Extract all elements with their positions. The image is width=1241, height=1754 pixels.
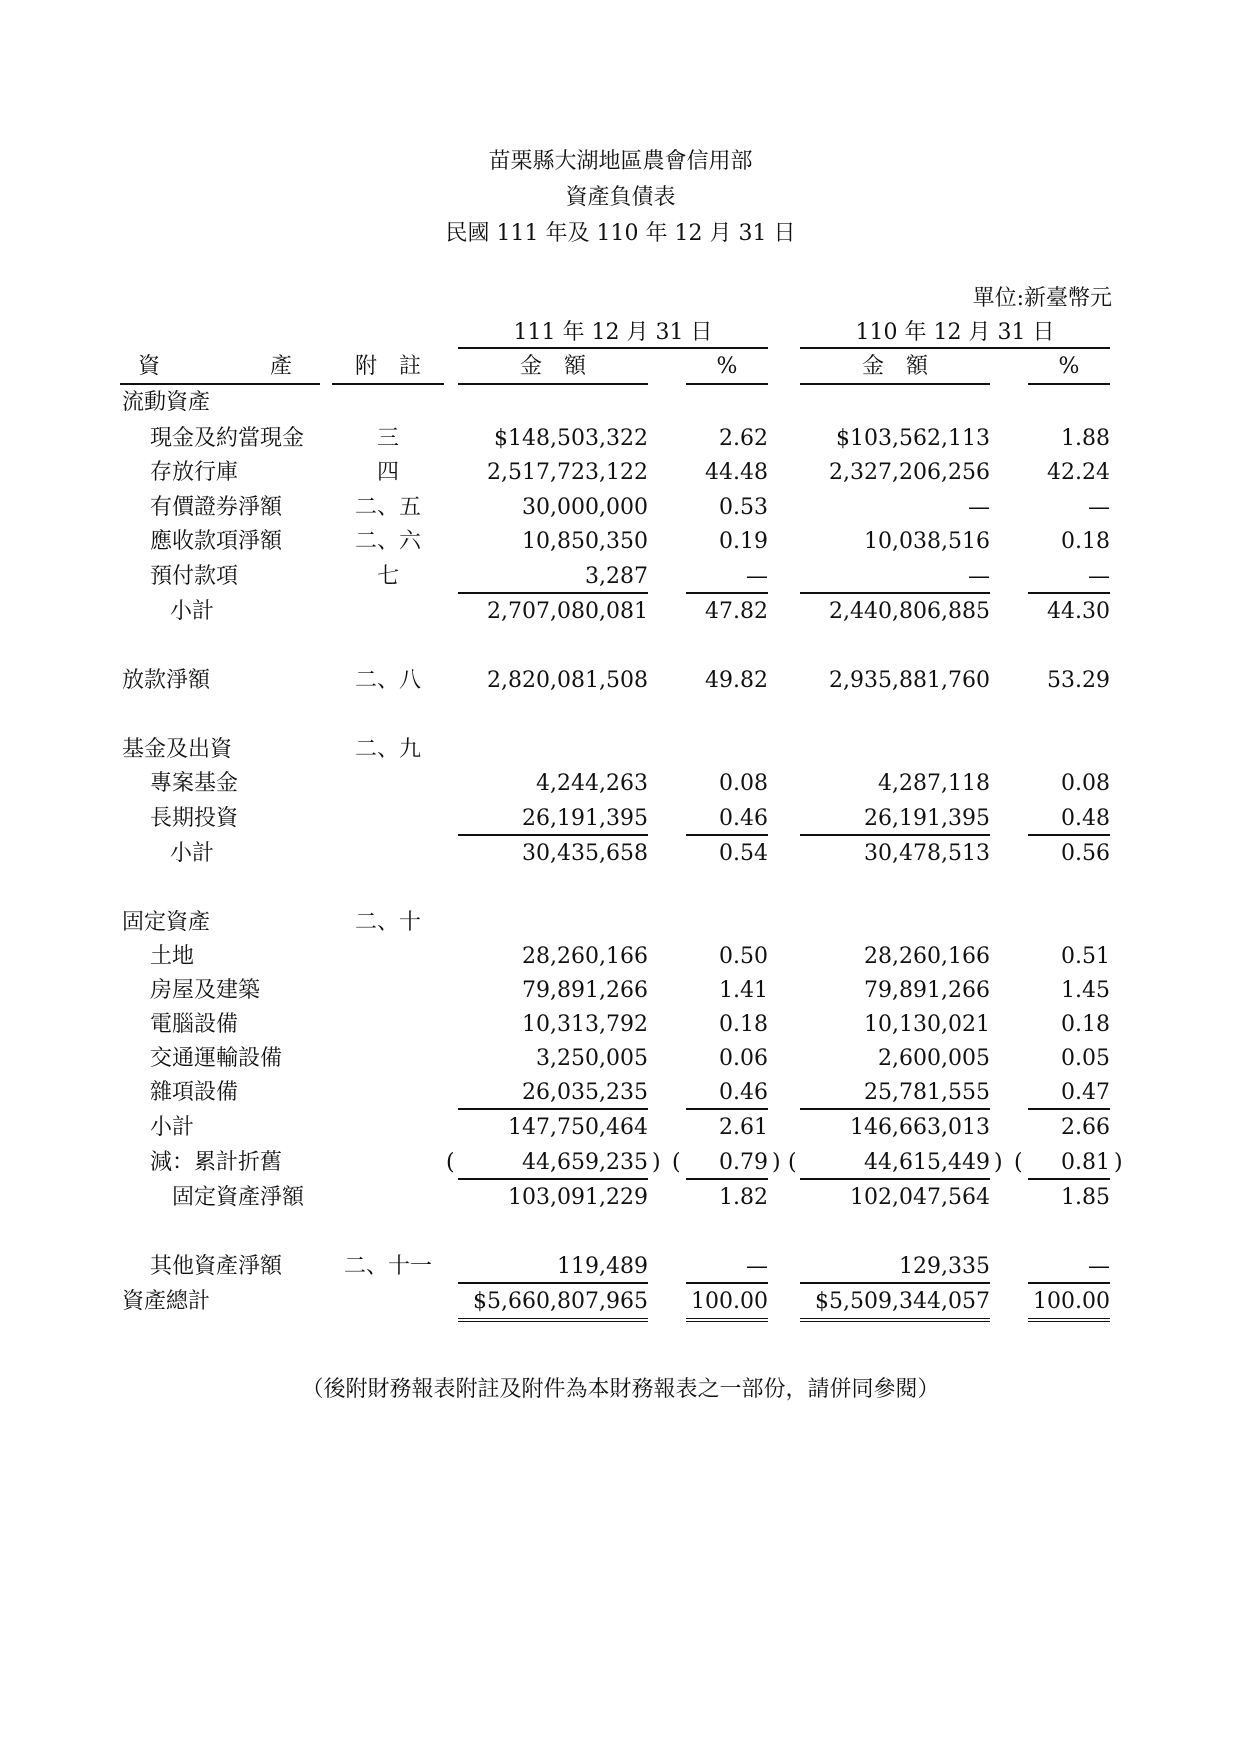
subtotal-rule <box>686 592 768 594</box>
total-assets-label: 資產總計 <box>122 1289 211 1314</box>
row-note: 二、十 <box>354 910 421 935</box>
row-amount-cur: 147,750,464 <box>508 1115 648 1140</box>
row-amount-prev: 2,440,806,885 <box>829 599 990 624</box>
footer-note: （後附財務報表附註及附件為本財務報表之一部份，請併同參閱） <box>301 1377 940 1402</box>
row-pct-prev: 1.88 <box>1061 426 1110 451</box>
row-label: 土地 <box>150 944 195 969</box>
row-label: 減：累計折舊 <box>150 1150 283 1175</box>
row-amount-cur: 3,287 <box>585 564 648 589</box>
row-pct-prev: 1.45 <box>1061 978 1110 1003</box>
col-header-item: 資 產 <box>138 354 293 379</box>
row-pct-prev: 0.47 <box>1061 1080 1110 1105</box>
row-pct-cur: 47.82 <box>705 599 768 624</box>
statement-title: 資產負債表 <box>565 185 676 210</box>
row-label: 固定資產淨額 <box>172 1185 305 1210</box>
row-pct-prev: 53.29 <box>1047 668 1110 693</box>
row-pct-prev: 0.48 <box>1061 806 1110 831</box>
row-amount-prev: 102,047,564 <box>850 1185 990 1210</box>
row-label: 有價證券淨額 <box>150 495 283 520</box>
close-paren: ) <box>994 1150 1003 1175</box>
row-pct-cur: — <box>746 1254 768 1279</box>
row-amount-prev: 2,327,206,256 <box>829 460 990 485</box>
row-label: 雜項設備 <box>150 1080 239 1105</box>
row-pct-prev: — <box>1088 564 1110 589</box>
row-label: 預付款項 <box>150 564 239 589</box>
row-note: 二、十一 <box>343 1254 432 1279</box>
row-amount-prev: 30,478,513 <box>864 841 990 866</box>
row-pct-cur: 1.82 <box>719 1185 768 1210</box>
subtotal-rule <box>1028 592 1110 594</box>
row-pct-prev: 0.56 <box>1061 841 1110 866</box>
total-double-rule <box>800 1318 990 1322</box>
row-label: 應收款項淨額 <box>150 529 283 554</box>
row-amount-prev: 4,287,118 <box>878 771 990 796</box>
row-note: 四 <box>376 460 399 485</box>
subtotal-rule <box>686 834 768 836</box>
row-amount-cur: 26,191,395 <box>522 806 648 831</box>
subtotal-rule <box>686 1108 768 1110</box>
row-amount-cur: 103,091,229 <box>508 1185 648 1210</box>
col-header-pct-prev-rule <box>1028 383 1110 385</box>
row-amount-prev: 79,891,266 <box>864 978 990 1003</box>
row-label: 小計 <box>170 841 215 866</box>
open-paren: ( <box>1014 1150 1023 1175</box>
row-label: 現金及約當現金 <box>150 426 305 451</box>
close-paren: ) <box>772 1150 781 1175</box>
total-amount-cur: $5,660,807,965 <box>473 1289 648 1314</box>
row-amount-cur: 10,313,792 <box>522 1012 648 1037</box>
row-pct-prev: 42.24 <box>1047 460 1110 485</box>
total-double-rule <box>1028 1318 1110 1322</box>
subtotal-rule <box>458 1282 648 1284</box>
row-pct-cur: 0.79 <box>719 1150 768 1175</box>
row-amount-prev: 44,615,449 <box>864 1150 990 1175</box>
row-pct-cur: 0.50 <box>719 944 768 969</box>
subtotal-rule <box>1028 834 1110 836</box>
col-header-pct-prev: % <box>1058 354 1080 379</box>
row-pct-cur: 0.46 <box>719 1080 768 1105</box>
subtotal-rule <box>800 834 990 836</box>
row-label: 其他資產淨額 <box>150 1254 283 1279</box>
subtotal-rule <box>1028 1108 1110 1110</box>
row-amount-cur: 2,517,723,122 <box>487 460 648 485</box>
row-pct-prev: 0.05 <box>1061 1046 1110 1071</box>
row-note: 二、六 <box>354 529 421 554</box>
subtotal-rule <box>800 592 990 594</box>
row-amount-cur: 10,850,350 <box>522 529 648 554</box>
row-amount-cur: 4,244,263 <box>536 771 648 796</box>
row-amount-prev: 25,781,555 <box>864 1080 990 1105</box>
section-current-assets: 流動資產 <box>122 390 211 415</box>
col-header-note: 附 註 <box>354 354 421 379</box>
row-amount-cur: 119,489 <box>557 1254 648 1279</box>
row-pct-prev: 0.18 <box>1061 1012 1110 1037</box>
row-pct-cur: 1.41 <box>719 978 768 1003</box>
row-label: 房屋及建築 <box>150 978 261 1003</box>
col-header-amount-prev: 金 額 <box>861 354 928 379</box>
row-pct-cur: 0.18 <box>719 1012 768 1037</box>
row-amount-prev: 146,663,013 <box>850 1115 990 1140</box>
row-pct-prev: — <box>1088 495 1110 520</box>
subtotal-rule <box>800 1108 990 1110</box>
row-amount-prev: 2,600,005 <box>878 1046 990 1071</box>
row-amount-prev: 2,935,881,760 <box>829 668 990 693</box>
col-header-amount-cur-rule <box>458 383 648 385</box>
col-header-note-rule <box>332 383 444 385</box>
row-label: 專案基金 <box>150 771 239 796</box>
prior-year-rule <box>800 347 1110 349</box>
row-pct-cur: 0.19 <box>719 529 768 554</box>
total-pct-prev: 100.00 <box>1033 1289 1110 1314</box>
row-amount-prev: — <box>968 564 990 589</box>
company-name: 苗栗縣大湖地區農會信用部 <box>488 149 753 174</box>
subtotal-rule <box>458 592 648 594</box>
subtotal-rule <box>1028 1282 1110 1284</box>
open-paren: ( <box>788 1150 797 1175</box>
row-label: 小計 <box>170 599 215 624</box>
row-label: 交通運輸設備 <box>150 1046 283 1071</box>
row-pct-cur: 2.61 <box>719 1115 768 1140</box>
col-header-amount-cur: 金 額 <box>519 354 586 379</box>
row-pct-prev: 2.66 <box>1061 1115 1110 1140</box>
open-paren: ( <box>446 1150 455 1175</box>
row-pct-prev: 44.30 <box>1047 599 1110 624</box>
subtotal-rule <box>800 1282 990 1284</box>
row-amount-prev: $103,562,113 <box>836 426 990 451</box>
prior-year-date: 110 年 12 月 31 日 <box>855 320 1055 345</box>
row-amount-cur: $148,503,322 <box>494 426 648 451</box>
subtotal-rule <box>686 1178 768 1180</box>
row-pct-prev: 0.51 <box>1061 944 1110 969</box>
total-amount-prev: $5,509,344,057 <box>815 1289 990 1314</box>
row-amount-cur: 2,707,080,081 <box>487 599 648 624</box>
row-pct-cur: 0.53 <box>719 495 768 520</box>
row-note: 二、八 <box>354 668 421 693</box>
row-pct-prev: 0.08 <box>1061 771 1110 796</box>
row-amount-cur: 26,035,235 <box>522 1080 648 1105</box>
row-amount-cur: 2,820,081,508 <box>487 668 648 693</box>
row-pct-cur: 0.08 <box>719 771 768 796</box>
section-loans: 放款淨額 <box>122 668 211 693</box>
col-header-amount-prev-rule <box>800 383 990 385</box>
unit-label: 單位:新臺幣元 <box>972 286 1112 311</box>
col-header-pct-cur-rule <box>686 383 768 385</box>
row-pct-prev: 1.85 <box>1061 1185 1110 1210</box>
row-amount-cur: 28,260,166 <box>522 944 648 969</box>
total-double-rule <box>686 1318 768 1322</box>
row-note: 二、五 <box>354 495 421 520</box>
row-pct-prev: — <box>1088 1254 1110 1279</box>
col-header-pct-cur: % <box>716 354 738 379</box>
row-note: 七 <box>376 564 399 589</box>
row-pct-cur: 44.48 <box>705 460 768 485</box>
row-amount-cur: 30,000,000 <box>522 495 648 520</box>
row-amount-cur: 79,891,266 <box>522 978 648 1003</box>
subtotal-rule <box>458 834 648 836</box>
section-fixed-assets: 固定資產 <box>122 910 211 935</box>
open-paren: ( <box>672 1150 681 1175</box>
row-label: 小計 <box>150 1115 195 1140</box>
subtotal-rule <box>686 1282 768 1284</box>
col-header-item-rule <box>120 383 320 385</box>
row-amount-cur: 3,250,005 <box>536 1046 648 1071</box>
row-amount-prev: 28,260,166 <box>864 944 990 969</box>
total-pct-cur: 100.00 <box>691 1289 768 1314</box>
total-double-rule <box>458 1318 648 1322</box>
row-amount-prev: 129,335 <box>899 1254 990 1279</box>
row-label: 存放行庫 <box>150 460 239 485</box>
row-note: 三 <box>376 426 399 451</box>
current-year-rule <box>458 347 768 349</box>
close-paren: ) <box>1114 1150 1123 1175</box>
subtotal-rule <box>458 1178 648 1180</box>
row-note: 二、九 <box>354 737 421 762</box>
row-pct-cur: 49.82 <box>705 668 768 693</box>
section-funds: 基金及出資 <box>122 737 233 762</box>
row-amount-cur: 44,659,235 <box>522 1150 648 1175</box>
subtotal-rule <box>1028 1178 1110 1180</box>
row-amount-prev: 10,038,516 <box>864 529 990 554</box>
row-pct-cur: — <box>746 564 768 589</box>
subtotal-rule <box>458 1108 648 1110</box>
row-pct-prev: 0.18 <box>1061 529 1110 554</box>
close-paren: ) <box>652 1150 661 1175</box>
row-amount-cur: 30,435,658 <box>522 841 648 866</box>
subtotal-rule <box>800 1178 990 1180</box>
row-amount-prev: — <box>968 495 990 520</box>
row-amount-prev: 10,130,021 <box>864 1012 990 1037</box>
row-pct-cur: 0.06 <box>719 1046 768 1071</box>
current-year-date: 111 年 12 月 31 日 <box>513 320 713 345</box>
row-pct-prev: 0.81 <box>1061 1150 1110 1175</box>
statement-period: 民國 111 年及 110 年 12 月 31 日 <box>445 221 796 246</box>
row-label: 長期投資 <box>150 806 239 831</box>
row-pct-cur: 0.46 <box>719 806 768 831</box>
row-pct-cur: 2.62 <box>719 426 768 451</box>
row-amount-prev: 26,191,395 <box>864 806 990 831</box>
row-label: 電腦設備 <box>150 1012 239 1037</box>
row-pct-cur: 0.54 <box>719 841 768 866</box>
